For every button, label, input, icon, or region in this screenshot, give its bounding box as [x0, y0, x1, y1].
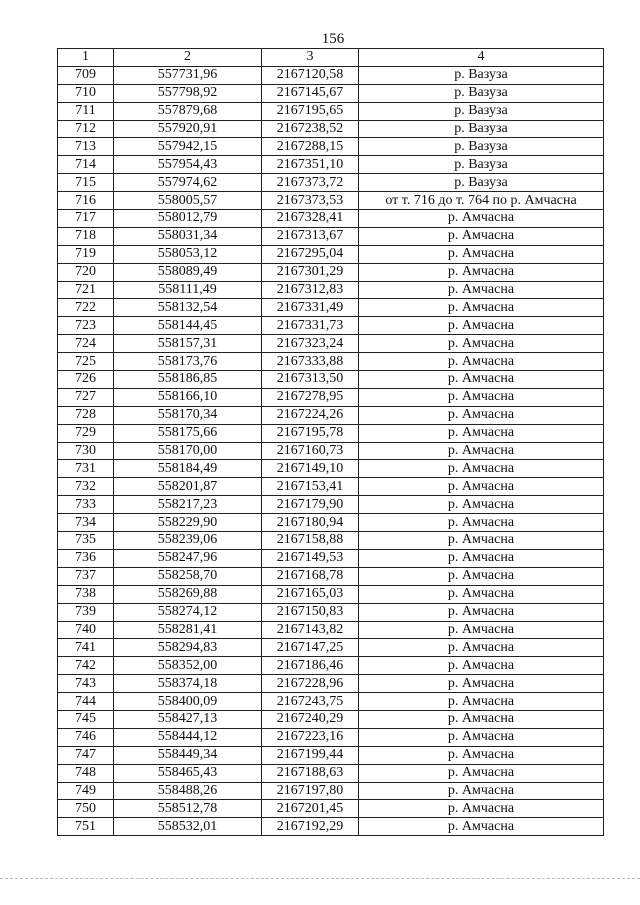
- x-coordinate-cell: 558488,26: [114, 782, 262, 800]
- point-number-cell: 712: [58, 120, 114, 138]
- y-coordinate-cell: 2167195,78: [262, 424, 359, 442]
- table-row: [58, 532, 604, 550]
- description-cell: р. Амчасна: [359, 567, 604, 585]
- table-row: [58, 728, 604, 746]
- table-row: [58, 442, 604, 460]
- description-cell: р. Амчасна: [359, 371, 604, 389]
- description-cell: р. Амчасна: [359, 764, 604, 782]
- table-row: [58, 549, 604, 567]
- description-cell: р. Амчасна: [359, 800, 604, 818]
- x-coordinate-cell: 558144,45: [114, 317, 262, 335]
- table-row: [58, 478, 604, 496]
- table-row: [58, 585, 604, 603]
- table-body: [58, 66, 604, 835]
- point-number-cell: 722: [58, 299, 114, 317]
- x-coordinate-cell: 558173,76: [114, 353, 262, 371]
- description-cell: р. Амчасна: [359, 710, 604, 728]
- description-cell: р. Амчасна: [359, 406, 604, 424]
- table-row: [58, 388, 604, 406]
- x-coordinate-cell: 558400,09: [114, 693, 262, 711]
- x-coordinate-cell: 558175,66: [114, 424, 262, 442]
- point-number-cell: 730: [58, 442, 114, 460]
- table-row: [58, 514, 604, 532]
- point-number-cell: 720: [58, 263, 114, 281]
- table-row: [58, 192, 604, 210]
- table-row: [58, 818, 604, 836]
- x-coordinate-cell: 558012,79: [114, 210, 262, 228]
- x-coordinate-cell: 558229,90: [114, 514, 262, 532]
- description-cell: р. Вазуза: [359, 120, 604, 138]
- header-cell: 3: [262, 49, 359, 67]
- header-cell: 4: [359, 49, 604, 67]
- description-cell: р. Амчасна: [359, 746, 604, 764]
- table-row: [58, 406, 604, 424]
- point-number-cell: 736: [58, 549, 114, 567]
- y-coordinate-cell: 2167295,04: [262, 245, 359, 263]
- y-coordinate-cell: 2167192,29: [262, 818, 359, 836]
- table-row: [58, 263, 604, 281]
- x-coordinate-cell: 558258,70: [114, 567, 262, 585]
- table-row: [58, 335, 604, 353]
- description-cell: р. Амчасна: [359, 621, 604, 639]
- description-cell: р. Амчасна: [359, 496, 604, 514]
- point-number-cell: 737: [58, 567, 114, 585]
- point-number-cell: 717: [58, 210, 114, 228]
- y-coordinate-cell: 2167288,15: [262, 138, 359, 156]
- point-number-cell: 721: [58, 281, 114, 299]
- point-number-cell: 749: [58, 782, 114, 800]
- x-coordinate-cell: 558031,34: [114, 227, 262, 245]
- point-number-cell: 726: [58, 371, 114, 389]
- x-coordinate-cell: 558111,49: [114, 281, 262, 299]
- description-cell: р. Амчасна: [359, 478, 604, 496]
- table-row: [58, 299, 604, 317]
- y-coordinate-cell: 2167147,25: [262, 639, 359, 657]
- table-row: [58, 693, 604, 711]
- point-number-cell: 728: [58, 406, 114, 424]
- point-number-cell: 713: [58, 138, 114, 156]
- point-number-cell: 715: [58, 174, 114, 192]
- x-coordinate-cell: 558427,13: [114, 710, 262, 728]
- coordinates-table: [57, 48, 604, 836]
- y-coordinate-cell: 2167197,80: [262, 782, 359, 800]
- y-coordinate-cell: 2167323,24: [262, 335, 359, 353]
- x-coordinate-cell: 558352,00: [114, 657, 262, 675]
- x-coordinate-cell: 558449,34: [114, 746, 262, 764]
- x-coordinate-cell: 558532,01: [114, 818, 262, 836]
- header-cell: 1: [58, 49, 114, 67]
- description-cell: р. Амчасна: [359, 818, 604, 836]
- x-coordinate-cell: 558294,83: [114, 639, 262, 657]
- description-cell: р. Амчасна: [359, 281, 604, 299]
- table-header-row: [58, 49, 604, 67]
- y-coordinate-cell: 2167188,63: [262, 764, 359, 782]
- y-coordinate-cell: 2167120,58: [262, 66, 359, 84]
- x-coordinate-cell: 558005,57: [114, 192, 262, 210]
- y-coordinate-cell: 2167331,73: [262, 317, 359, 335]
- table-row: [58, 657, 604, 675]
- x-coordinate-cell: 558170,34: [114, 406, 262, 424]
- point-number-cell: 729: [58, 424, 114, 442]
- point-number-cell: 727: [58, 388, 114, 406]
- description-cell: р. Амчасна: [359, 227, 604, 245]
- table-row: [58, 496, 604, 514]
- description-cell: р. Вазуза: [359, 102, 604, 120]
- table-row: [58, 371, 604, 389]
- description-cell: р. Амчасна: [359, 460, 604, 478]
- x-coordinate-cell: 558465,43: [114, 764, 262, 782]
- point-number-cell: 734: [58, 514, 114, 532]
- page-bottom-rule: [0, 878, 640, 879]
- y-coordinate-cell: 2167228,96: [262, 675, 359, 693]
- x-coordinate-cell: 557954,43: [114, 156, 262, 174]
- x-coordinate-cell: 558201,87: [114, 478, 262, 496]
- description-cell: р. Амчасна: [359, 728, 604, 746]
- point-number-cell: 732: [58, 478, 114, 496]
- description-cell: р. Амчасна: [359, 353, 604, 371]
- table-row: [58, 156, 604, 174]
- point-number-cell: 731: [58, 460, 114, 478]
- table-row: [58, 66, 604, 84]
- y-coordinate-cell: 2167143,82: [262, 621, 359, 639]
- y-coordinate-cell: 2167195,65: [262, 102, 359, 120]
- page-number: 156: [321, 31, 345, 47]
- x-coordinate-cell: 558269,88: [114, 585, 262, 603]
- x-coordinate-cell: 557879,68: [114, 102, 262, 120]
- x-coordinate-cell: 558166,10: [114, 388, 262, 406]
- description-cell: р. Амчасна: [359, 532, 604, 550]
- y-coordinate-cell: 2167313,50: [262, 371, 359, 389]
- point-number-cell: 744: [58, 693, 114, 711]
- x-coordinate-cell: 558274,12: [114, 603, 262, 621]
- description-cell: р. Амчасна: [359, 657, 604, 675]
- description-cell: р. Амчасна: [359, 442, 604, 460]
- point-number-cell: 747: [58, 746, 114, 764]
- y-coordinate-cell: 2167186,46: [262, 657, 359, 675]
- table-row: [58, 603, 604, 621]
- table-row: [58, 746, 604, 764]
- y-coordinate-cell: 2167373,72: [262, 174, 359, 192]
- description-cell: р. Амчасна: [359, 299, 604, 317]
- x-coordinate-cell: 557942,15: [114, 138, 262, 156]
- y-coordinate-cell: 2167373,53: [262, 192, 359, 210]
- description-cell: р. Вазуза: [359, 174, 604, 192]
- header-cell: 2: [114, 49, 262, 67]
- table-row: [58, 245, 604, 263]
- description-cell: р. Амчасна: [359, 603, 604, 621]
- x-coordinate-cell: 558512,78: [114, 800, 262, 818]
- table-row: [58, 353, 604, 371]
- y-coordinate-cell: 2167145,67: [262, 84, 359, 102]
- x-coordinate-cell: 558089,49: [114, 263, 262, 281]
- table-row: [58, 800, 604, 818]
- y-coordinate-cell: 2167238,52: [262, 120, 359, 138]
- x-coordinate-cell: 558247,96: [114, 549, 262, 567]
- x-coordinate-cell: 558132,54: [114, 299, 262, 317]
- description-cell: р. Амчасна: [359, 245, 604, 263]
- point-number-cell: 750: [58, 800, 114, 818]
- description-cell: р. Вазуза: [359, 156, 604, 174]
- table-row: [58, 621, 604, 639]
- y-coordinate-cell: 2167223,16: [262, 728, 359, 746]
- description-cell: р. Амчасна: [359, 210, 604, 228]
- table-row: [58, 227, 604, 245]
- x-coordinate-cell: 558444,12: [114, 728, 262, 746]
- y-coordinate-cell: 2167158,88: [262, 532, 359, 550]
- table-row: [58, 84, 604, 102]
- y-coordinate-cell: 2167180,94: [262, 514, 359, 532]
- table-row: [58, 675, 604, 693]
- point-number-cell: 709: [58, 66, 114, 84]
- y-coordinate-cell: 2167312,83: [262, 281, 359, 299]
- table-row: [58, 424, 604, 442]
- table-row: [58, 639, 604, 657]
- point-number-cell: 710: [58, 84, 114, 102]
- x-coordinate-cell: 558281,41: [114, 621, 262, 639]
- x-coordinate-cell: 557974,62: [114, 174, 262, 192]
- description-cell: р. Амчасна: [359, 317, 604, 335]
- y-coordinate-cell: 2167201,45: [262, 800, 359, 818]
- point-number-cell: 716: [58, 192, 114, 210]
- x-coordinate-cell: 558374,18: [114, 675, 262, 693]
- table-row: [58, 102, 604, 120]
- point-number-cell: 733: [58, 496, 114, 514]
- x-coordinate-cell: 557798,92: [114, 84, 262, 102]
- table-row: [58, 138, 604, 156]
- table-row: [58, 710, 604, 728]
- y-coordinate-cell: 2167328,41: [262, 210, 359, 228]
- description-cell: р. Амчасна: [359, 639, 604, 657]
- description-cell: р. Амчасна: [359, 335, 604, 353]
- point-number-cell: 751: [58, 818, 114, 836]
- x-coordinate-cell: 558186,85: [114, 371, 262, 389]
- y-coordinate-cell: 2167243,75: [262, 693, 359, 711]
- y-coordinate-cell: 2167333,88: [262, 353, 359, 371]
- description-cell: р. Вазуза: [359, 138, 604, 156]
- table-row: [58, 120, 604, 138]
- y-coordinate-cell: 2167149,53: [262, 549, 359, 567]
- y-coordinate-cell: 2167331,49: [262, 299, 359, 317]
- description-cell: р. Амчасна: [359, 549, 604, 567]
- point-number-cell: 718: [58, 227, 114, 245]
- y-coordinate-cell: 2167224,26: [262, 406, 359, 424]
- description-cell: р. Амчасна: [359, 388, 604, 406]
- x-coordinate-cell: 558157,31: [114, 335, 262, 353]
- y-coordinate-cell: 2167168,78: [262, 567, 359, 585]
- table-row: [58, 764, 604, 782]
- y-coordinate-cell: 2167153,41: [262, 478, 359, 496]
- point-number-cell: 714: [58, 156, 114, 174]
- y-coordinate-cell: 2167278,95: [262, 388, 359, 406]
- point-number-cell: 741: [58, 639, 114, 657]
- description-cell: р. Амчасна: [359, 693, 604, 711]
- point-number-cell: 735: [58, 532, 114, 550]
- y-coordinate-cell: 2167301,29: [262, 263, 359, 281]
- table-row: [58, 317, 604, 335]
- description-cell: р. Амчасна: [359, 675, 604, 693]
- point-number-cell: 745: [58, 710, 114, 728]
- point-number-cell: 711: [58, 102, 114, 120]
- description-cell: р. Амчасна: [359, 514, 604, 532]
- point-number-cell: 742: [58, 657, 114, 675]
- table-row: [58, 782, 604, 800]
- point-number-cell: 738: [58, 585, 114, 603]
- y-coordinate-cell: 2167160,73: [262, 442, 359, 460]
- point-number-cell: 723: [58, 317, 114, 335]
- point-number-cell: 746: [58, 728, 114, 746]
- x-coordinate-cell: 558239,06: [114, 532, 262, 550]
- table-row: [58, 210, 604, 228]
- y-coordinate-cell: 2167351,10: [262, 156, 359, 174]
- description-cell: от т. 716 до т. 764 по р. Амчасна: [359, 192, 604, 210]
- x-coordinate-cell: 558217,23: [114, 496, 262, 514]
- table-row: [58, 567, 604, 585]
- y-coordinate-cell: 2167313,67: [262, 227, 359, 245]
- table-row: [58, 174, 604, 192]
- table-row: [58, 281, 604, 299]
- table-row: [58, 460, 604, 478]
- point-number-cell: 725: [58, 353, 114, 371]
- y-coordinate-cell: 2167150,83: [262, 603, 359, 621]
- description-cell: р. Амчасна: [359, 424, 604, 442]
- x-coordinate-cell: 558184,49: [114, 460, 262, 478]
- x-coordinate-cell: 558053,12: [114, 245, 262, 263]
- y-coordinate-cell: 2167165,03: [262, 585, 359, 603]
- x-coordinate-cell: 557920,91: [114, 120, 262, 138]
- point-number-cell: 739: [58, 603, 114, 621]
- point-number-cell: 743: [58, 675, 114, 693]
- point-number-cell: 724: [58, 335, 114, 353]
- description-cell: р. Амчасна: [359, 782, 604, 800]
- description-cell: р. Амчасна: [359, 585, 604, 603]
- y-coordinate-cell: 2167199,44: [262, 746, 359, 764]
- y-coordinate-cell: 2167149,10: [262, 460, 359, 478]
- description-cell: р. Амчасна: [359, 263, 604, 281]
- point-number-cell: 740: [58, 621, 114, 639]
- description-cell: р. Вазуза: [359, 84, 604, 102]
- point-number-cell: 748: [58, 764, 114, 782]
- point-number-cell: 719: [58, 245, 114, 263]
- x-coordinate-cell: 557731,96: [114, 66, 262, 84]
- y-coordinate-cell: 2167240,29: [262, 710, 359, 728]
- y-coordinate-cell: 2167179,90: [262, 496, 359, 514]
- x-coordinate-cell: 558170,00: [114, 442, 262, 460]
- description-cell: р. Вазуза: [359, 66, 604, 84]
